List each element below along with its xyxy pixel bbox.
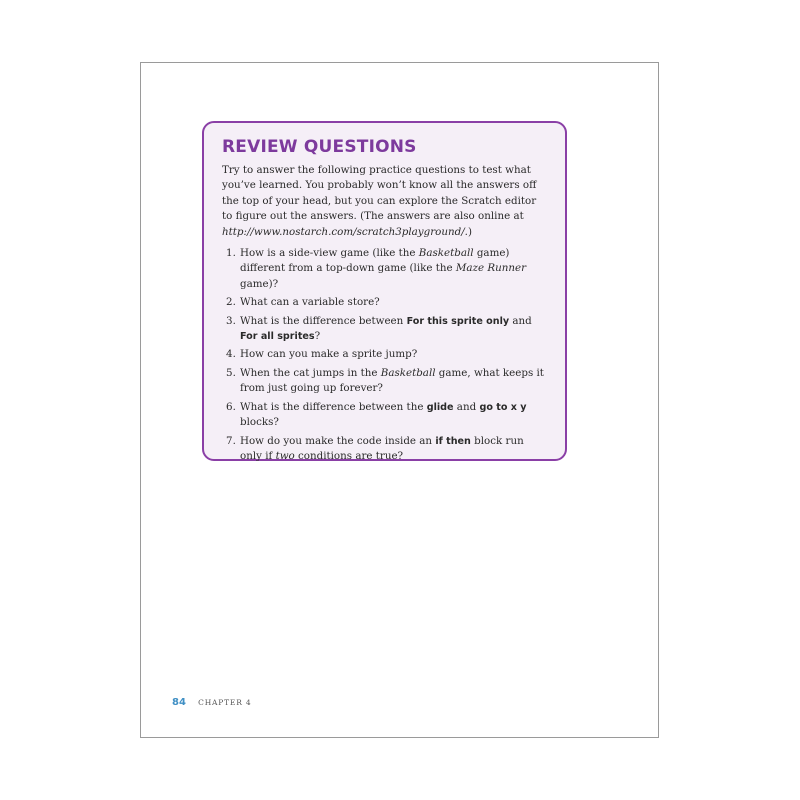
question-list [222,246,547,464]
page-footer [172,696,251,709]
review-intro [222,163,547,240]
answers-url: http://www.nostarch.com/scratch3playground/ [222,225,465,238]
review-title: REVIEW QUESTIONS [222,137,417,157]
q6-text-a: What is the difference between the [240,400,427,413]
q7-text-a: How do you make the code inside an [240,434,436,447]
q1-text-e: game)? [240,277,279,290]
question-6 [240,400,547,431]
q6-go-to-x-y: go to x y [479,401,527,413]
q7-text-c: block run only if [240,434,524,462]
intro-end: .) [464,225,472,238]
q2-text: What can a variable store? [240,296,380,309]
q6-text-c: and [453,400,480,413]
question-7 [240,434,547,465]
q5-text-c: game, what keeps it from just going up forever? [240,366,544,395]
review-questions-box [202,121,567,461]
question-2 [240,295,547,310]
q3-text-c: and [509,314,532,327]
q5-text-a: When the cat jumps in the [240,366,381,379]
q7-two: two [275,449,295,462]
q6-text-e: blocks? [240,416,279,429]
q7-if-then: if then [435,435,471,447]
q3-text-e: ? [314,330,321,343]
q1-basketball: Basketball [418,247,474,260]
intro-text: Try to answer the following practice questions to test what you’ve learned. You probably won’t know all the answers off the top of your head, but you can explore the Scratch editor to figure out the answers. (The answers are also online at [222,164,537,223]
q3-text-a: What is the difference between [240,314,407,327]
q1-maze-runner: Maze Runner [455,262,526,275]
chapter-label: CHAPTER 4 [198,698,252,707]
q1-text-c: game) different from a top-down game (like the [240,247,510,275]
question-3 [240,314,547,345]
q3-all-sprites: For all sprites [240,331,315,343]
q5-basketball: Basketball [380,366,436,379]
q7-text-e: conditions are true? [294,449,404,462]
question-4 [240,347,547,362]
q6-glide: glide [426,401,454,413]
q1-text-a: How is a side-view game (like the [240,247,419,260]
q3-this-sprite-only: For this sprite only [406,315,510,327]
page-number: 84 [172,697,186,708]
question-1 [240,246,547,292]
question-5 [240,366,547,397]
q4-text: How can you make a sprite jump? [240,348,418,361]
book-page [140,62,659,738]
